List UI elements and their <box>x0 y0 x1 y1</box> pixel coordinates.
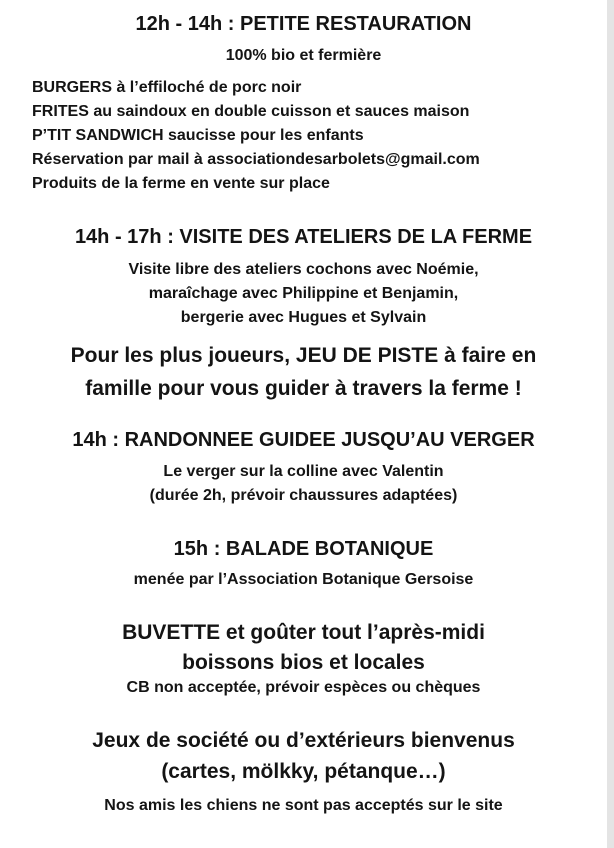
restauration-reservation: Réservation par mail à associationdesarbolets@gmail.com <box>32 151 480 168</box>
restauration-item-burgers: BURGERS à l’effiloché de porc noir <box>32 79 302 96</box>
jeux-line-2: (cartes, mölkky, pétanque…) <box>161 760 446 783</box>
visite-title: 14h - 17h : VISITE DES ATELIERS DE LA FERME <box>74 226 533 248</box>
balade-line: menée par l’Association Botanique Gersoise <box>133 571 474 588</box>
randonnee-title: 14h : RANDONNEE GUIDEE JUSQU’AU VERGER <box>72 429 535 451</box>
visite-line-2: maraîchage avec Philippine et Benjamin, <box>148 285 459 302</box>
randonnee-line-1: Le verger sur la colline avec Valentin <box>163 463 444 480</box>
restauration-subtitle: 100% bio et fermière <box>225 47 382 64</box>
restauration-produits: Produits de la ferme en vente sur place <box>32 175 330 192</box>
jeux-line-1: Jeux de société ou d’extérieurs bienvenus <box>92 729 515 752</box>
buvette-payment: CB non acceptée, prévoir espèces ou chèques <box>126 679 481 696</box>
restauration-item-frites: FRITES au saindoux en double cuisson et sauces maison <box>32 103 470 120</box>
restauration-title: 12h - 14h : PETITE RESTAURATION <box>135 13 472 35</box>
buvette-line-1: BUVETTE et goûter tout l’après-midi <box>122 621 485 644</box>
page-edge <box>607 0 614 848</box>
visite-line-1: Visite libre des ateliers cochons avec Noémie, <box>128 261 479 278</box>
visite-line-3: bergerie avec Hugues et Sylvain <box>180 309 427 326</box>
jeu-de-piste-line-2: famille pour vous guider à travers la ferme ! <box>85 377 522 400</box>
buvette-line-2: boissons bios et locales <box>182 651 425 674</box>
chiens-notice: Nos amis les chiens ne sont pas acceptés sur le site <box>104 797 503 814</box>
randonnee-line-2: (durée 2h, prévoir chaussures adaptées) <box>149 487 458 504</box>
restauration-item-sandwich: P’TIT SANDWICH saucisse pour les enfants <box>32 127 364 144</box>
balade-title: 15h : BALADE BOTANIQUE <box>173 538 434 560</box>
jeu-de-piste-line-1: Pour les plus joueurs, JEU DE PISTE à faire en <box>70 344 537 367</box>
